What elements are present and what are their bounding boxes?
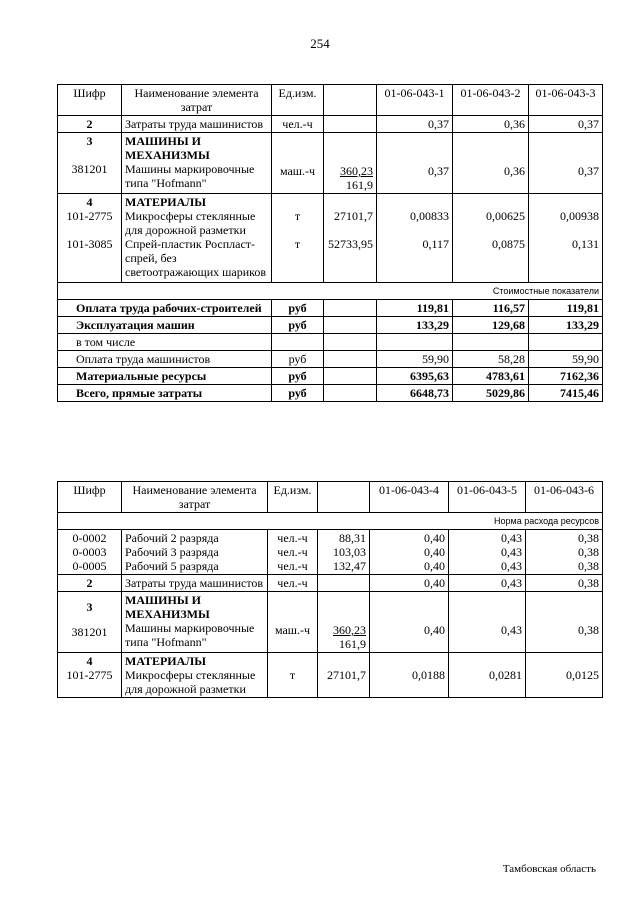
price-top: 360,23 [333,623,366,637]
row-code [58,653,122,698]
material-unit-2: т [294,237,301,251]
row-price: 27101,7 [318,653,370,698]
row-value-3 [526,530,603,575]
row-value-1 [370,530,449,575]
header-col-2: 01-06-043-2 [453,85,529,116]
worker-unit: чел.-ч [277,531,308,545]
material-code-2: 101-3085 [66,237,113,251]
summary-value-1: 6395,63 [377,368,453,385]
row-unit: маш.-ч [268,592,318,653]
cost-caption-row [58,283,603,300]
worker-name: Рабочий 2 разряда [125,531,219,545]
section-title: МАТЕРИАЛЫ [125,195,206,209]
summary-unit: руб [272,300,324,317]
summary-value-2: 58,28 [453,351,529,368]
row-price [318,575,370,592]
norm-caption: Норма расхода ресурсов [58,513,603,530]
price-top: 360,23 [340,164,373,178]
row-value-2: 0,36 [453,116,529,133]
summary-unit: руб [272,317,324,334]
row-value-2: 0,43 [449,592,526,653]
material-code-1: 101-2775 [66,209,113,223]
row-value-1: 0,0188 [370,653,449,698]
summary-row-total [58,385,603,402]
row-unit: т [268,653,318,698]
row-code [58,530,122,575]
summary-price [324,385,377,402]
row-price [324,133,377,194]
row-name: Затраты труда машинистов [122,575,268,592]
row-value-2: 0,36 [453,133,529,194]
table-header-row [58,85,603,116]
material-price-1: 27101,7 [334,209,373,223]
price-bottom: 161,9 [346,178,373,192]
page-number: 254 [310,36,330,51]
worker-code: 0-0005 [72,559,107,573]
summary-value-2 [453,334,529,351]
summary-value-3: 7162,36 [529,368,603,385]
row-code [58,194,122,283]
material-1-value-1: 0,00833 [410,209,449,223]
summary-value-2: 4783,61 [453,368,529,385]
summary-row [58,300,603,317]
worker-unit: чел.-ч [277,559,308,573]
resource-table-2 [57,481,603,698]
material-name-1: Микросферы стеклянные для дорожной разметки [125,209,256,237]
row-name [122,194,272,283]
row-num: 2 [58,116,122,133]
summary-value-2: 5029,86 [453,385,529,402]
row-price [318,592,370,653]
worker-value-2: 0,43 [501,559,522,573]
table-row-machines [58,592,603,653]
summary-value-1: 133,29 [377,317,453,334]
row-value-1: 0,40 [370,592,449,653]
summary-value-1: 59,90 [377,351,453,368]
worker-value-1: 0,40 [424,545,445,559]
table-row-materials [58,653,603,698]
summary-unit: руб [272,351,324,368]
header-name: Наименование элемента затрат [122,482,268,513]
summary-price [324,334,377,351]
row-price [324,116,377,133]
summary-price [324,351,377,368]
header-code: Шифр [58,85,122,116]
section-num: 3 [86,134,93,148]
material-1-value-3: 0,00938 [560,209,599,223]
material-2-value-2: 0,0875 [492,237,525,251]
row-name [122,133,272,194]
row-code [58,592,122,653]
summary-price [324,368,377,385]
material-price-2: 52733,95 [328,237,373,251]
worker-code: 0-0003 [72,545,107,559]
summary-value-3: 133,29 [529,317,603,334]
material-code-1: 101-2775 [66,668,113,682]
header-name: Наименование элемента затрат [122,85,272,116]
cost-caption: Стоимостные показатели [58,283,603,300]
table-row-machines [58,133,603,194]
table-row [58,116,603,133]
machine-code: 381201 [71,625,108,639]
header-price [318,482,370,513]
row-price [324,194,377,283]
header-unit: Ед.изм. [268,482,318,513]
machine-code: 381201 [71,162,108,176]
row-value-2 [453,194,529,283]
header-unit: Ед.изм. [272,85,324,116]
header-col-3: 01-06-043-6 [526,482,603,513]
worker-value-3: 0,38 [578,559,599,573]
section-title: МАТЕРИАЛЫ [125,654,206,668]
worker-value-3: 0,38 [578,545,599,559]
table-row-workers [58,530,603,575]
row-value-1: 0,40 [370,575,449,592]
row-value-3: 0,38 [526,575,603,592]
row-unit [272,194,324,283]
section-num: 4 [86,654,93,668]
row-num: 2 [58,575,122,592]
row-unit: чел.-ч [272,116,324,133]
summary-row [58,368,603,385]
worker-unit: чел.-ч [277,545,308,559]
row-value-1: 0,37 [377,133,453,194]
row-unit [268,530,318,575]
header-col-3: 01-06-043-3 [529,85,603,116]
row-value-1: 0,37 [377,116,453,133]
header-price [324,85,377,116]
norm-caption-row [58,513,603,530]
section-title: МАШИНЫ И МЕХАНИЗМЫ [125,593,210,621]
resource-table-1 [57,84,603,402]
row-value-3: 0,0125 [526,653,603,698]
price-bottom: 161,9 [339,637,366,651]
worker-price: 88,31 [339,531,366,545]
row-unit: чел.-ч [268,575,318,592]
worker-name: Рабочий 5 разряда [125,559,219,573]
summary-value-2: 129,68 [453,317,529,334]
summary-value-1 [377,334,453,351]
table-row-materials [58,194,603,283]
row-value-2: 0,43 [449,575,526,592]
row-price [318,530,370,575]
worker-code: 0-0002 [72,531,107,545]
summary-row [58,317,603,334]
summary-unit: руб [272,385,324,402]
material-unit-1: т [294,209,301,223]
row-value-3: 0,38 [526,592,603,653]
row-value-3 [529,194,603,283]
worker-value-1: 0,40 [424,559,445,573]
summary-value-3: 119,81 [529,300,603,317]
worker-value-2: 0,43 [501,545,522,559]
row-value-1 [377,194,453,283]
machine-name: Машины маркировочные типа "Hofmann" [125,162,255,190]
table-row [58,575,603,592]
row-name [122,592,268,653]
summary-label: Эксплуатация машин [58,317,272,334]
material-1-value-2: 0,00625 [486,209,525,223]
summary-value-2: 116,57 [453,300,529,317]
header-code: Шифр [58,482,122,513]
row-value-2: 0,0281 [449,653,526,698]
summary-value-1: 119,81 [377,300,453,317]
material-2-value-3: 0,131 [572,237,599,251]
worker-value-2: 0,43 [501,531,522,545]
worker-value-3: 0,38 [578,531,599,545]
table-header-row [58,482,603,513]
header-col-2: 01-06-043-5 [449,482,526,513]
section-num: 3 [86,600,93,614]
summary-row [58,351,603,368]
summary-value-3: 7415,46 [529,385,603,402]
summary-label: Материальные ресурсы [58,368,272,385]
material-name-2: Спрей-пластик Роспласт-спрей, без светоотражающих шариков [125,237,267,279]
summary-label: Всего, прямые затраты [58,385,272,402]
machine-name: Машины маркировочные типа "Hofmann" [125,621,255,649]
row-value-3: 0,37 [529,133,603,194]
material-name-1: Микросферы стеклянные для дорожной разметки [125,668,256,696]
material-2-value-1: 0,117 [422,237,449,251]
row-name: Затраты труда машинистов [122,116,272,133]
worker-value-1: 0,40 [424,531,445,545]
row-value-2 [449,530,526,575]
summary-unit [272,334,324,351]
row-name [122,530,268,575]
header-col-1: 01-06-043-1 [377,85,453,116]
summary-label: Оплата труда рабочих-строителей [58,300,272,317]
header-col-1: 01-06-043-4 [370,482,449,513]
summary-value-1: 6648,73 [377,385,453,402]
summary-value-3: 59,90 [529,351,603,368]
summary-price [324,317,377,334]
summary-label: Оплата труда машинистов [58,351,272,368]
row-name [122,653,268,698]
summary-value-3 [529,334,603,351]
summary-unit: руб [272,368,324,385]
row-value-3: 0,37 [529,116,603,133]
summary-row [58,334,603,351]
worker-name: Рабочий 3 разряда [125,545,219,559]
section-num: 4 [86,195,93,209]
summary-price [324,300,377,317]
summary-label: в том числе [58,334,272,351]
row-code [58,133,122,194]
row-unit: маш.-ч [272,133,324,194]
section-title: МАШИНЫ И МЕХАНИЗМЫ [125,134,210,162]
footer-region: Тамбовская область [502,863,596,875]
worker-price: 103,03 [333,545,366,559]
worker-price: 132,47 [333,559,366,573]
